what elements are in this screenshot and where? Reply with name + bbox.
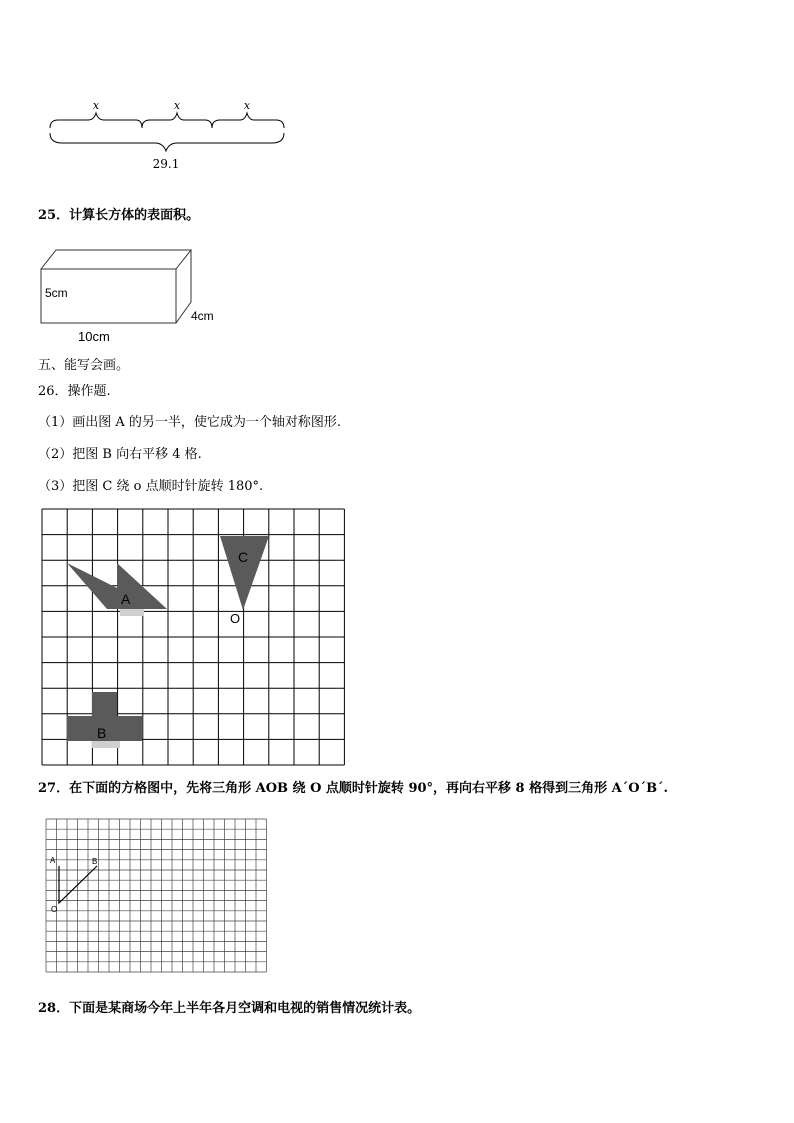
q27-grid-lines	[46, 819, 267, 972]
brace-part-label-3: x	[243, 99, 251, 112]
cuboid-length-label: 10cm	[78, 329, 110, 344]
q27-label-o: O	[51, 905, 58, 914]
q26-grid	[40, 506, 354, 772]
label-a: A	[121, 591, 131, 607]
shape-c	[220, 536, 269, 610]
label-o: O	[230, 611, 241, 626]
question-26-title: 26．操作题.	[38, 384, 111, 399]
bottom-brace	[50, 133, 284, 151]
brace-total-label: 29.1	[152, 157, 180, 171]
q27-grid	[44, 816, 272, 976]
brace-diagram	[40, 95, 300, 175]
label-b: B	[97, 725, 107, 741]
question-26-item-2: （2）把图 B 向右平移 4 格.	[38, 447, 202, 462]
cuboid-height-label: 5cm	[45, 286, 68, 300]
q27-label-a: A	[50, 856, 56, 865]
cuboid-figure	[36, 244, 226, 348]
question-25: 25．计算长方体的表面积。	[38, 208, 200, 223]
brace-part-label-2: x	[173, 99, 181, 112]
section-5-title: 五、能写会画。	[38, 358, 130, 373]
q27-label-b: B	[92, 857, 98, 866]
question-26-item-3: （3）把图 C 绕 o 点顺时针旋转 180°.	[38, 479, 264, 494]
question-28: 28．下面是某商场今年上半年各月空调和电视的销售情况统计表。	[38, 1001, 421, 1016]
brace-part-label-1: x	[92, 99, 100, 112]
label-c: C	[238, 549, 249, 565]
top-braces	[50, 113, 284, 128]
question-26-item-1: （1）画出图 A 的另一半，使它成为一个轴对称图形.	[38, 415, 342, 430]
triangle-aob	[59, 866, 97, 903]
cuboid-width-label: 4cm	[191, 309, 214, 323]
question-27: 27．在下面的方格图中，先将三角形 AOB 绕 O 点顺时针旋转 90°，再向右平移 8 格得到三角形 A´O´B´.	[38, 781, 669, 796]
